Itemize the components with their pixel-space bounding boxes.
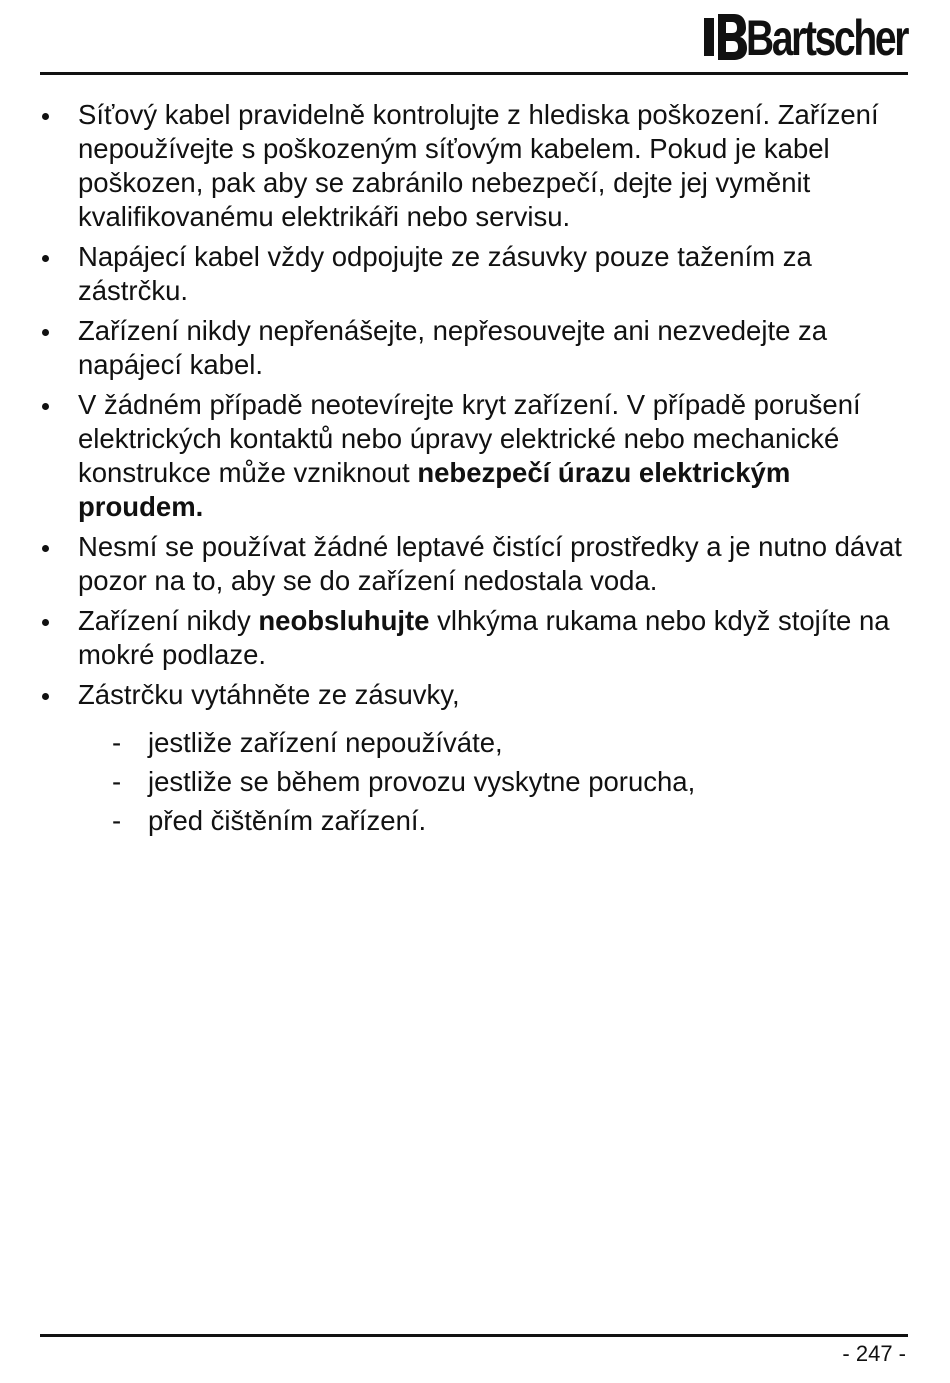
bullet-icon	[42, 403, 49, 410]
sub-item-text: před čištěním zařízení.	[148, 805, 427, 836]
item-text: vlhkýma rukama nebo když stojíte na mokré podlaze.	[78, 605, 890, 670]
bartscher-logo	[700, 4, 908, 68]
safety-instructions	[40, 98, 910, 844]
item-text: Zařízení nikdy	[78, 605, 259, 636]
page-number: - 247 -	[842, 1341, 906, 1366]
list-item	[40, 314, 910, 382]
item-text: Síťový kabel pravidelně kontrolujte z hlediska poškození. Zařízení nepoužívejte s poškozeným síťovým kabelem. Pokud je kabel poškozen, pak aby se zabránilo nebezpečí, dejte jej vyměnit kvalifikovanému elektrikáři nebo servisu.	[78, 99, 879, 232]
footer-rule	[40, 1334, 908, 1337]
item-emphasis: neobsluhujte	[258, 605, 430, 636]
dash-marker: -	[112, 805, 122, 836]
item-text: Zástrčku vytáhněte ze zásuvky,	[78, 679, 460, 710]
list-item	[40, 530, 910, 598]
sub-item-text: jestliže se během provozu vyskytne porucha,	[148, 766, 696, 797]
bartscher-logo-mark-icon	[702, 8, 748, 64]
list-item	[40, 604, 910, 672]
bullet-icon	[42, 329, 49, 336]
item-text: Napájecí kabel vždy odpojujte ze zásuvky pouze tažením za zástrčku.	[78, 241, 812, 306]
list-item	[40, 240, 910, 308]
list-item	[40, 678, 910, 838]
bullet-icon	[42, 619, 49, 626]
list-item	[40, 98, 910, 234]
item-text: V žádném případě neotevírejte kryt zařízení. V případě porušení elektrických kontaktů nebo úpravy elektrické nebo mechanické konstrukce může vzniknout	[78, 389, 861, 488]
dash-marker: -	[112, 727, 122, 758]
sub-list-item	[78, 726, 910, 760]
item-text: Zařízení nikdy nepřenášejte, nepřesouvejte ani nezvedejte za napájecí kabel.	[78, 315, 828, 380]
list-item	[40, 388, 910, 524]
sub-list	[78, 726, 910, 838]
bullet-list	[40, 98, 910, 838]
item-text: Nesmí se používat žádné leptavé čistící prostředky a je nutno dávat pozor na to, aby se do zařízení nedostala voda.	[78, 531, 902, 596]
item-emphasis: nebezpečí úrazu elektrickým proudem.	[78, 457, 791, 522]
dash-marker: -	[112, 766, 122, 797]
sub-item-text: jestliže zařízení nepoužíváte,	[148, 727, 503, 758]
sub-list-item	[78, 804, 910, 838]
bullet-icon	[42, 255, 49, 262]
sub-list-item	[78, 765, 910, 799]
bullet-icon	[42, 545, 49, 552]
bullet-icon	[42, 693, 49, 700]
bullet-icon	[42, 113, 49, 120]
header-rule	[40, 72, 908, 75]
logo-wordmark: Bartscher	[746, 10, 908, 66]
